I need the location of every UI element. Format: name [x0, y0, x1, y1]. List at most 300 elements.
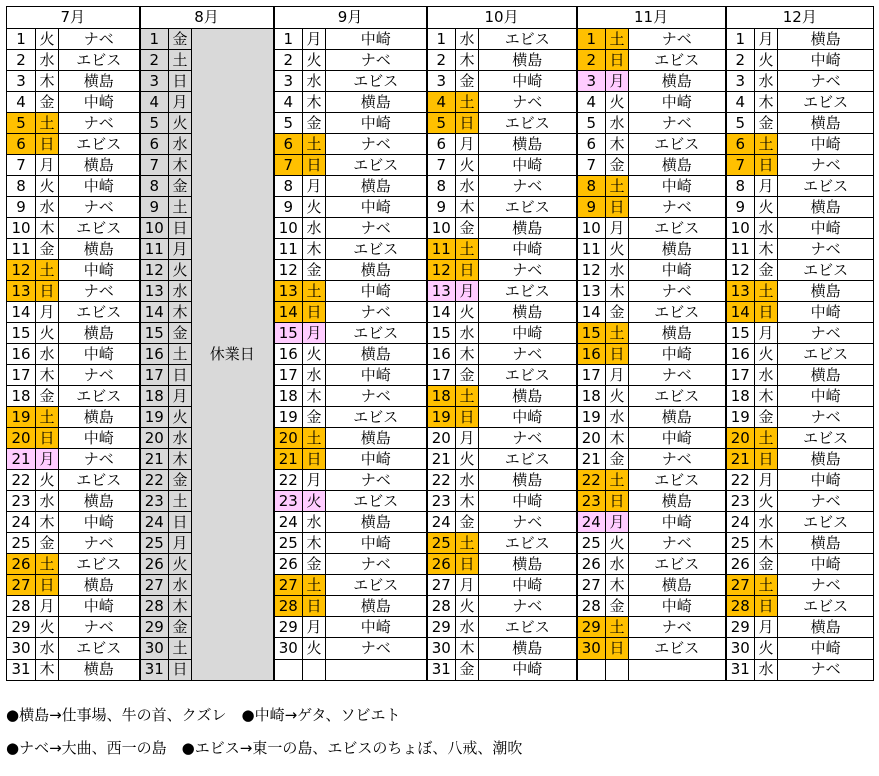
- weekday: 日: [36, 428, 59, 449]
- destination: 横島: [629, 491, 726, 512]
- day-number: 18: [427, 386, 456, 407]
- destination: ナベ: [629, 281, 726, 302]
- destination: エビス: [629, 470, 726, 491]
- day-number: 22: [577, 470, 606, 491]
- destination: 横島: [479, 554, 577, 575]
- day-number: 12: [140, 260, 169, 281]
- weekday: 木: [755, 239, 778, 260]
- day-number: 26: [427, 554, 456, 575]
- destination: ナベ: [59, 533, 140, 554]
- day-number: 12: [726, 260, 755, 281]
- weekday: 土: [606, 323, 629, 344]
- day-number: 20: [577, 428, 606, 449]
- table-row: [7, 197, 874, 218]
- weekday: 土: [755, 428, 778, 449]
- day-number: 18: [7, 386, 36, 407]
- day-number: 9: [726, 197, 755, 218]
- weekday: 木: [303, 386, 326, 407]
- day-number: 3: [427, 71, 456, 92]
- destination: 中崎: [479, 491, 577, 512]
- day-number: 13: [7, 281, 36, 302]
- day-number: 25: [7, 533, 36, 554]
- day-number: 24: [140, 512, 169, 533]
- weekday: 水: [755, 512, 778, 533]
- table-row: [7, 323, 874, 344]
- weekday: 日: [169, 71, 192, 92]
- weekday: 火: [456, 449, 479, 470]
- destination: エビス: [629, 50, 726, 71]
- weekday: 木: [303, 239, 326, 260]
- day-number: 20: [427, 428, 456, 449]
- destination: エビス: [479, 113, 577, 134]
- weekday: 金: [36, 533, 59, 554]
- destination: 横島: [59, 491, 140, 512]
- weekday: 金: [169, 29, 192, 50]
- destination: ナベ: [778, 407, 874, 428]
- weekday: 土: [755, 134, 778, 155]
- table-row: [7, 134, 874, 155]
- day-number: 9: [427, 197, 456, 218]
- destination: 横島: [479, 638, 577, 659]
- day-number: 4: [140, 92, 169, 113]
- day-number: 17: [140, 365, 169, 386]
- destination: ナベ: [59, 449, 140, 470]
- weekday: 月: [755, 176, 778, 197]
- weekday: 木: [169, 155, 192, 176]
- day-number: 12: [7, 260, 36, 281]
- day-number: 21: [427, 449, 456, 470]
- weekday: 火: [606, 386, 629, 407]
- weekday: 火: [36, 470, 59, 491]
- day-number: 15: [427, 323, 456, 344]
- weekday: 火: [606, 239, 629, 260]
- weekday: 月: [456, 281, 479, 302]
- destination: 中崎: [59, 176, 140, 197]
- weekday: 金: [606, 302, 629, 323]
- day-number: 27: [140, 575, 169, 596]
- weekday: 月: [755, 29, 778, 50]
- day-number: 8: [427, 176, 456, 197]
- day-number: 16: [726, 344, 755, 365]
- day-number: 29: [427, 617, 456, 638]
- weekday: 土: [169, 638, 192, 659]
- destination: ナベ: [59, 365, 140, 386]
- destination: エビス: [778, 512, 874, 533]
- weekday: 金: [755, 554, 778, 575]
- destination: 横島: [326, 260, 427, 281]
- day-number: 19: [7, 407, 36, 428]
- destination: 中崎: [629, 596, 726, 617]
- day-number: 14: [577, 302, 606, 323]
- destination: ナベ: [326, 554, 427, 575]
- destination: エビス: [479, 365, 577, 386]
- destination: 中崎: [326, 281, 427, 302]
- day-number: 22: [726, 470, 755, 491]
- destination: エビス: [778, 260, 874, 281]
- weekday: 金: [169, 617, 192, 638]
- weekday: 土: [169, 491, 192, 512]
- day-number: 13: [427, 281, 456, 302]
- weekday: 金: [36, 92, 59, 113]
- destination: エビス: [326, 155, 427, 176]
- day-number: 30: [726, 638, 755, 659]
- destination: エビス: [59, 470, 140, 491]
- day-number: 27: [577, 575, 606, 596]
- day-number: 29: [7, 617, 36, 638]
- weekday: 日: [755, 155, 778, 176]
- day-number: 23: [726, 491, 755, 512]
- destination: 中崎: [778, 218, 874, 239]
- weekday: 水: [169, 134, 192, 155]
- day-number: 24: [577, 512, 606, 533]
- day-number: 11: [577, 239, 606, 260]
- day-number: [577, 659, 606, 681]
- day-number: 12: [427, 260, 456, 281]
- day-number: 25: [726, 533, 755, 554]
- day-number: 2: [7, 50, 36, 71]
- day-number: 20: [274, 428, 303, 449]
- destination: 中崎: [778, 302, 874, 323]
- weekday: 水: [755, 659, 778, 681]
- destination: エビス: [479, 281, 577, 302]
- day-number: 22: [7, 470, 36, 491]
- weekday: 月: [456, 575, 479, 596]
- weekday: 土: [456, 239, 479, 260]
- destination: ナベ: [479, 176, 577, 197]
- day-number: 23: [427, 491, 456, 512]
- weekday: 水: [456, 323, 479, 344]
- weekday: 金: [456, 659, 479, 681]
- day-number: 22: [427, 470, 456, 491]
- table-row: [7, 155, 874, 176]
- table-row: [7, 92, 874, 113]
- destination: 横島: [778, 29, 874, 50]
- table-row: [7, 344, 874, 365]
- weekday: 日: [755, 596, 778, 617]
- day-number: 17: [726, 365, 755, 386]
- weekday: 日: [303, 596, 326, 617]
- destination: 横島: [629, 575, 726, 596]
- day-number: 10: [140, 218, 169, 239]
- month-header: 9月: [274, 7, 427, 29]
- day-number: 10: [726, 218, 755, 239]
- day-number: 2: [427, 50, 456, 71]
- day-number: 6: [577, 134, 606, 155]
- schedule-table: [6, 6, 874, 681]
- weekday: 火: [755, 491, 778, 512]
- table-row: [7, 617, 874, 638]
- weekday: 月: [303, 470, 326, 491]
- weekday: 木: [606, 428, 629, 449]
- weekday: 土: [606, 29, 629, 50]
- table-row: [7, 29, 874, 50]
- day-number: 7: [427, 155, 456, 176]
- destination: 中崎: [778, 386, 874, 407]
- weekday: 水: [606, 554, 629, 575]
- destination: エビス: [778, 176, 874, 197]
- day-number: 21: [274, 449, 303, 470]
- weekday: 火: [36, 29, 59, 50]
- weekday: 土: [169, 197, 192, 218]
- weekday: 日: [456, 113, 479, 134]
- destination: ナベ: [629, 29, 726, 50]
- weekday: 日: [456, 260, 479, 281]
- table-row: [7, 449, 874, 470]
- weekday: 火: [303, 197, 326, 218]
- destination: ナベ: [629, 533, 726, 554]
- destination: ナベ: [778, 575, 874, 596]
- destination: 中崎: [59, 92, 140, 113]
- day-number: 26: [274, 554, 303, 575]
- weekday: 土: [606, 470, 629, 491]
- weekday: 土: [456, 92, 479, 113]
- destination: 中崎: [778, 134, 874, 155]
- day-number: 16: [140, 344, 169, 365]
- weekday: 木: [755, 533, 778, 554]
- weekday: 金: [755, 113, 778, 134]
- destination: 中崎: [326, 29, 427, 50]
- day-number: 1: [140, 29, 169, 50]
- weekday: 火: [303, 638, 326, 659]
- day-number: 10: [427, 218, 456, 239]
- day-number: 21: [726, 449, 755, 470]
- destination: ナベ: [629, 617, 726, 638]
- day-number: 1: [577, 29, 606, 50]
- day-number: 27: [726, 575, 755, 596]
- closed-label: 休業日: [192, 29, 274, 681]
- day-number: 3: [726, 71, 755, 92]
- day-number: 27: [427, 575, 456, 596]
- destination: 横島: [59, 239, 140, 260]
- day-number: 4: [274, 92, 303, 113]
- day-number: 11: [7, 239, 36, 260]
- destination: 中崎: [326, 617, 427, 638]
- destination: ナベ: [59, 281, 140, 302]
- weekday: 水: [36, 344, 59, 365]
- weekday: 日: [36, 575, 59, 596]
- day-number: 28: [726, 596, 755, 617]
- destination: エビス: [629, 638, 726, 659]
- weekday: 木: [755, 386, 778, 407]
- destination: 横島: [326, 596, 427, 617]
- destination: ナベ: [778, 155, 874, 176]
- destination: ナベ: [59, 617, 140, 638]
- weekday: 月: [36, 596, 59, 617]
- day-number: 24: [726, 512, 755, 533]
- day-number: 3: [274, 71, 303, 92]
- weekday: 水: [606, 260, 629, 281]
- day-number: 1: [427, 29, 456, 50]
- day-number: 20: [7, 428, 36, 449]
- day-number: 27: [7, 575, 36, 596]
- weekday: 土: [303, 428, 326, 449]
- day-number: 29: [274, 617, 303, 638]
- day-number: 14: [274, 302, 303, 323]
- weekday: 月: [755, 470, 778, 491]
- destination: 横島: [59, 407, 140, 428]
- weekday: 土: [456, 533, 479, 554]
- day-number: 31: [7, 659, 36, 681]
- day-number: 25: [577, 533, 606, 554]
- destination: 中崎: [59, 344, 140, 365]
- day-number: 26: [140, 554, 169, 575]
- weekday: 木: [456, 638, 479, 659]
- day-number: 15: [274, 323, 303, 344]
- weekday: 金: [456, 218, 479, 239]
- day-number: 29: [577, 617, 606, 638]
- weekday: 日: [303, 155, 326, 176]
- table-row: [7, 659, 874, 681]
- weekday: 日: [606, 491, 629, 512]
- table-row: [7, 239, 874, 260]
- destination: 横島: [778, 113, 874, 134]
- weekday: 金: [606, 449, 629, 470]
- weekday: 日: [456, 554, 479, 575]
- day-number: 23: [7, 491, 36, 512]
- weekday: 土: [303, 575, 326, 596]
- table-row: [7, 470, 874, 491]
- day-number: 26: [7, 554, 36, 575]
- destination: 横島: [778, 281, 874, 302]
- day-number: 31: [726, 659, 755, 681]
- day-number: 14: [427, 302, 456, 323]
- day-number: 8: [726, 176, 755, 197]
- day-number: 13: [274, 281, 303, 302]
- weekday: 月: [456, 428, 479, 449]
- weekday: 日: [169, 218, 192, 239]
- table-row: [7, 575, 874, 596]
- day-number: 30: [274, 638, 303, 659]
- destination: エビス: [59, 302, 140, 323]
- destination: 中崎: [778, 50, 874, 71]
- destination: 横島: [479, 386, 577, 407]
- day-number: 6: [140, 134, 169, 155]
- destination: 中崎: [326, 449, 427, 470]
- weekday: 金: [169, 470, 192, 491]
- weekday: 月: [169, 386, 192, 407]
- day-number: 28: [7, 596, 36, 617]
- destination: エビス: [629, 386, 726, 407]
- day-number: 5: [274, 113, 303, 134]
- destination: エビス: [629, 218, 726, 239]
- day-number: 6: [427, 134, 456, 155]
- weekday: 日: [169, 512, 192, 533]
- day-number: 26: [577, 554, 606, 575]
- weekday: 火: [755, 344, 778, 365]
- month-header: 7月: [7, 7, 140, 29]
- weekday: 月: [456, 134, 479, 155]
- day-number: 12: [274, 260, 303, 281]
- day-number: 3: [577, 71, 606, 92]
- destination: ナベ: [629, 365, 726, 386]
- day-number: 6: [7, 134, 36, 155]
- weekday: 水: [303, 218, 326, 239]
- weekday: 月: [606, 71, 629, 92]
- destination: エビス: [629, 554, 726, 575]
- weekday: 水: [303, 365, 326, 386]
- destination: エビス: [326, 575, 427, 596]
- weekday: 月: [606, 512, 629, 533]
- weekday: 火: [606, 92, 629, 113]
- day-number: [274, 659, 303, 681]
- day-number: 28: [577, 596, 606, 617]
- day-number: 17: [427, 365, 456, 386]
- destination: エビス: [629, 134, 726, 155]
- destination: ナベ: [59, 197, 140, 218]
- table-row: [7, 218, 874, 239]
- destination: 横島: [59, 71, 140, 92]
- destination: 中崎: [326, 197, 427, 218]
- day-number: 10: [7, 218, 36, 239]
- weekday: 木: [606, 281, 629, 302]
- table-row: [7, 491, 874, 512]
- weekday: 月: [36, 155, 59, 176]
- table-row: [7, 176, 874, 197]
- weekday: 火: [755, 50, 778, 71]
- weekday: 土: [36, 260, 59, 281]
- weekday: 土: [606, 617, 629, 638]
- weekday: 火: [755, 638, 778, 659]
- day-number: 14: [726, 302, 755, 323]
- day-number: 5: [140, 113, 169, 134]
- day-number: 18: [577, 386, 606, 407]
- destination: 横島: [59, 575, 140, 596]
- weekday: 月: [755, 617, 778, 638]
- destination: 横島: [629, 71, 726, 92]
- day-number: 16: [427, 344, 456, 365]
- destination: 中崎: [59, 596, 140, 617]
- destination: エビス: [59, 554, 140, 575]
- day-number: 10: [274, 218, 303, 239]
- destination: ナベ: [778, 323, 874, 344]
- table-row: [7, 71, 874, 92]
- destination: 中崎: [629, 428, 726, 449]
- destination: エビス: [479, 197, 577, 218]
- weekday: 月: [169, 533, 192, 554]
- weekday: 月: [606, 365, 629, 386]
- weekday: 火: [36, 617, 59, 638]
- weekday: 月: [606, 218, 629, 239]
- day-number: 19: [427, 407, 456, 428]
- destination: 横島: [479, 218, 577, 239]
- weekday: 金: [303, 554, 326, 575]
- day-number: 5: [577, 113, 606, 134]
- weekday: 火: [456, 155, 479, 176]
- month-header: 11月: [577, 7, 726, 29]
- weekday: 月: [303, 617, 326, 638]
- weekday: 日: [36, 134, 59, 155]
- weekday: 木: [169, 449, 192, 470]
- weekday: 土: [606, 176, 629, 197]
- day-number: 6: [726, 134, 755, 155]
- destination: 横島: [59, 659, 140, 681]
- weekday: 木: [606, 134, 629, 155]
- day-number: 7: [726, 155, 755, 176]
- destination: 横島: [778, 197, 874, 218]
- weekday: 日: [169, 659, 192, 681]
- day-number: 2: [274, 50, 303, 71]
- day-number: 18: [140, 386, 169, 407]
- weekday: 土: [36, 407, 59, 428]
- weekday: 土: [169, 50, 192, 71]
- destination: エビス: [326, 323, 427, 344]
- weekday: 木: [606, 575, 629, 596]
- destination: ナベ: [326, 638, 427, 659]
- weekday: 日: [169, 365, 192, 386]
- legend-line-2: ●ナベ→大曲、西一の島 ●エビス→東一の島、エビスのちょぼ、八戒、潮吹: [6, 739, 523, 757]
- destination: 中崎: [59, 428, 140, 449]
- month-header: 8月: [140, 7, 274, 29]
